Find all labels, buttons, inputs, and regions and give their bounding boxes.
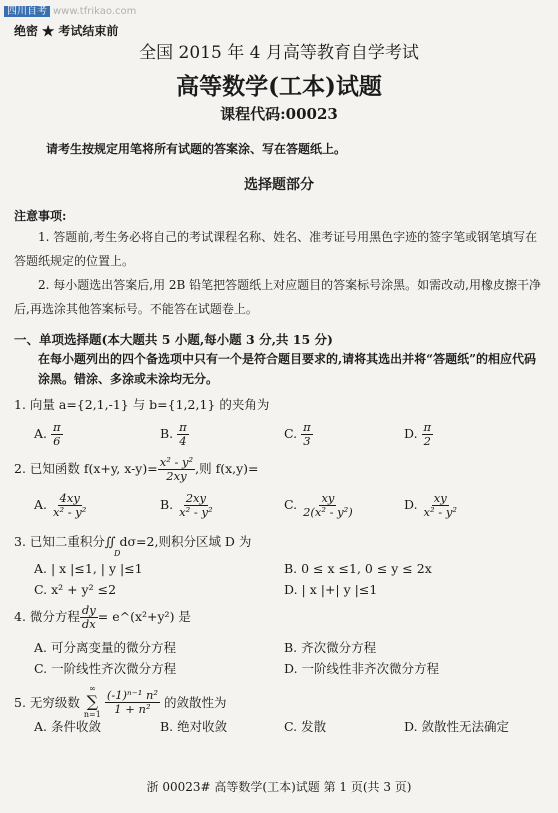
exam-title: 全国 2015 年 4 月高等教育自学考试 xyxy=(139,43,419,63)
stem-text: = e^(x²+y²) 是 xyxy=(97,609,191,624)
denominator: 2(x² - y²) xyxy=(303,505,353,519)
numerator: π xyxy=(179,420,187,434)
fraction xyxy=(422,492,459,519)
denominator: 4 xyxy=(179,434,187,448)
question-4-option-d: D. 一阶线性非齐次微分方程 xyxy=(284,661,440,676)
denominator: 2 xyxy=(423,434,431,448)
denominator: 1 + n² xyxy=(114,701,151,716)
denominator: 3 xyxy=(303,434,311,448)
integral-region-subscript: D xyxy=(114,549,121,558)
stem-text: 5. 无穷级数 xyxy=(14,695,80,710)
question-5-option-a: A. 条件收敛 xyxy=(34,719,101,734)
question-2-option-c xyxy=(284,492,355,519)
fraction xyxy=(51,421,63,448)
watermark-url: www.tfrikao.com xyxy=(53,6,137,17)
fraction xyxy=(301,421,313,448)
question-5-option-d: D. 敛散性无法确定 xyxy=(404,719,510,734)
option-label: C. xyxy=(284,426,298,441)
question-3-option-b: B. 0 ≤ x ≤1, 0 ≤ y ≤ 2x xyxy=(284,561,432,576)
fraction xyxy=(105,689,160,716)
question-3-option-c: C. x² + y² ≤2 xyxy=(34,582,117,597)
stem-text: 4. 微分方程 xyxy=(14,609,80,624)
instruction: 请考生按规定用笔将所有试题的答案涂、写在答题纸上。 xyxy=(46,142,347,156)
part1-title: 一、单项选择题(本大题共 5 小题,每小题 3 分,共 15 分) xyxy=(14,332,333,347)
question-4-option-a: A. 可分离变量的微分方程 xyxy=(34,640,176,655)
question-1-option-a xyxy=(34,421,63,448)
fraction xyxy=(301,492,355,519)
question-1-stem: 1. 向量 a={2,1,-1} 与 b={1,2,1} 的夹角为 xyxy=(14,397,270,412)
denominator: x² - y² xyxy=(53,505,87,519)
question-5-stem xyxy=(14,684,227,720)
notice-item: 2. 每小题选出答案后,用 2B 铅笔把答题纸上对应题目的答案标号涂黑。如需改动,用橡皮擦干净后,再选涂其他答案标号。不能答在试题卷上。 xyxy=(14,278,541,316)
option-label: A. xyxy=(34,426,48,441)
question-5-option-b: B. 绝对收敛 xyxy=(160,719,228,734)
question-4-option-c: C. 一阶线性齐次微分方程 xyxy=(34,661,177,676)
numerator: 4xy xyxy=(59,491,80,505)
part1-desc: 在每小题列出的四个备选项中只有一个是符合题目要求的,请将其选出并将“答题纸”的相应代码涂黑。错涂、多涂或未涂均无分。 xyxy=(38,352,536,386)
numerator: x² - y² xyxy=(159,455,194,469)
question-1-option-b xyxy=(160,421,189,448)
numerator: dy xyxy=(81,603,96,617)
question-3-stem: 3. 已知二重积分∬ dσ=2,则积分区域 D 为 xyxy=(14,534,252,549)
option-label: D. xyxy=(404,497,418,512)
fraction xyxy=(51,492,88,519)
course-code: 课程代码:00023 xyxy=(220,105,338,123)
numerator: xy xyxy=(433,491,447,505)
summation xyxy=(84,684,101,720)
question-2-stem xyxy=(14,456,259,483)
question-5-option-c: C. 发散 xyxy=(284,719,327,734)
question-2-option-d xyxy=(404,492,459,519)
question-1-option-d xyxy=(404,421,433,448)
option-label: B. xyxy=(160,497,174,512)
watermark xyxy=(4,2,136,17)
section-title: 选择题部分 xyxy=(244,177,314,193)
fraction xyxy=(177,492,214,519)
numerator: π xyxy=(423,420,432,434)
stem-text: ,则 f(x,y)= xyxy=(195,461,259,476)
fraction xyxy=(422,421,434,448)
denominator: 6 xyxy=(53,434,61,448)
numerator: π xyxy=(53,420,61,434)
numerator: xy xyxy=(321,491,335,505)
watermark-brand: 四川自考 xyxy=(4,6,50,17)
fraction xyxy=(177,421,189,448)
option-label: A. xyxy=(34,497,48,512)
confidential-label: 绝密 ★ 考试结束前 xyxy=(14,24,119,38)
option-label: D. xyxy=(404,426,418,441)
option-label: C. xyxy=(284,497,298,512)
sum-upper: ∞ xyxy=(89,684,96,693)
numerator: π xyxy=(303,420,311,434)
question-4-stem xyxy=(14,604,191,631)
sum-lower: n=1 xyxy=(83,710,101,719)
question-3-option-a: A. | x |≤1, | y |≤1 xyxy=(34,561,143,576)
numerator: 2xy xyxy=(185,491,207,505)
denominator: x² - y² xyxy=(179,505,213,519)
page-footer: 浙 00023# 高等数学(工本)试题 第 1 页(共 3 页) xyxy=(146,780,412,794)
question-1-option-c xyxy=(284,421,313,448)
option-label: B. xyxy=(160,426,174,441)
sum-symbol: ∑ xyxy=(86,692,99,711)
subject-title: 高等数学(工本)试题 xyxy=(176,73,382,100)
numerator: (-1)ⁿ⁻¹ n² xyxy=(106,687,159,702)
question-2-option-b xyxy=(160,492,215,519)
denominator: 2xy xyxy=(166,469,187,483)
denominator: dx xyxy=(81,617,96,631)
notice-item: 1. 答题前,考生务必将自己的考试课程名称、姓名、准考证号用黑色字迹的签字笔或钢笔填写在答题纸规定的位置上。 xyxy=(14,230,538,268)
denominator: x² - y² xyxy=(423,505,457,519)
stem-text: 2. 已知函数 f(x+y, x-y)= xyxy=(14,461,158,476)
notice-label: 注意事项: xyxy=(14,209,67,223)
fraction xyxy=(80,604,98,631)
question-2-option-a xyxy=(34,492,88,519)
question-4-option-b: B. 齐次微分方程 xyxy=(284,640,377,655)
question-3-option-d: D. | x |+| y |≤1 xyxy=(284,582,378,597)
stem-text: 的敛散性为 xyxy=(164,695,227,710)
fraction xyxy=(158,456,195,483)
